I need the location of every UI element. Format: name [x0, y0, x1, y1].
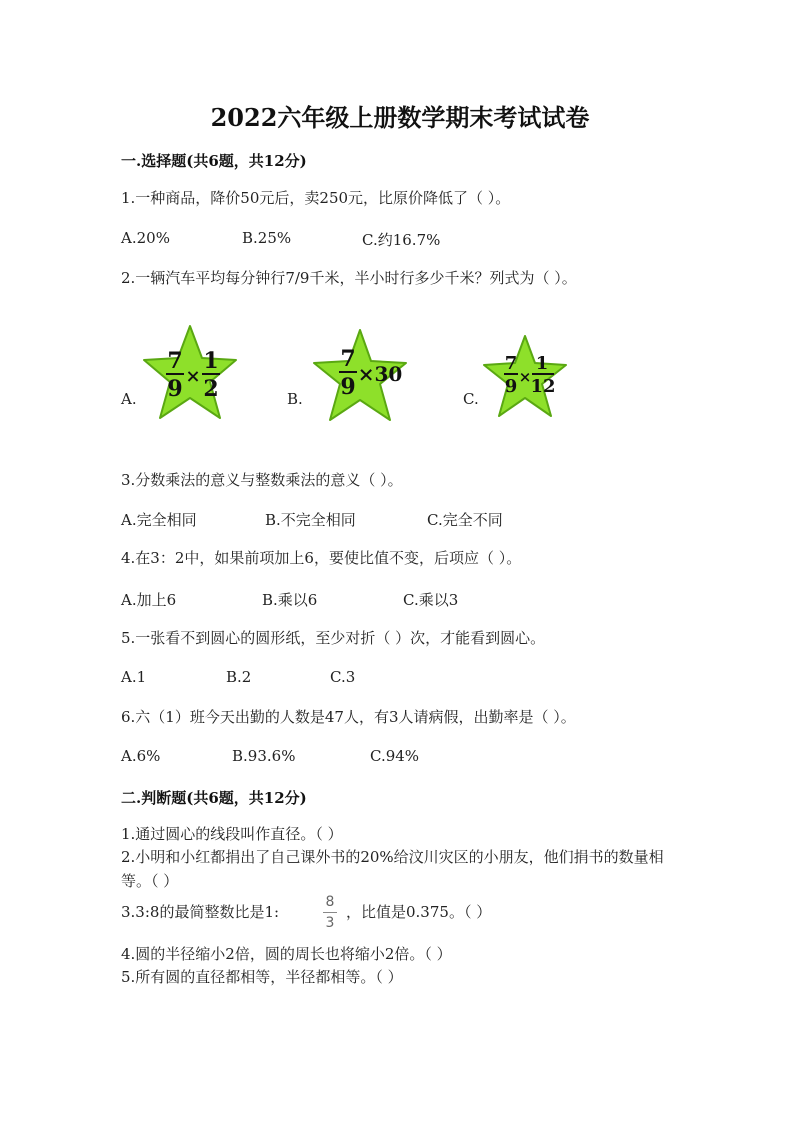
section-heading-judge: 二.判断题(共6题，共12分): [121, 789, 307, 807]
fraction-numerator: 8: [325, 894, 335, 910]
option-5b: B.2: [226, 668, 252, 686]
question-4: 4.在3：2中，如果前项加上6，要使比值不变，后项应（ ）。: [121, 549, 522, 567]
star-b-den: 9: [340, 374, 356, 400]
option-6b: B.93.6%: [232, 747, 296, 765]
star-c-op: ×: [518, 368, 532, 386]
option-3c: C.完全不同: [427, 511, 503, 529]
option-2a-star: [138, 322, 242, 426]
option-4a: A.加上6: [121, 591, 177, 609]
question-2: 2.一辆汽车平均每分钟行7/9千米，半小时行多少千米？列式为（ ）。: [121, 269, 577, 287]
judge-question-5: 5.所有圆的直径都相等，半径都相等。（ ）: [121, 968, 403, 986]
option-3a: A.完全相同: [121, 511, 197, 529]
question-6: 6.六（1）班今天出勤的人数是47人，有3人请病假，出勤率是（ ）。: [121, 708, 576, 726]
judge-question-2: 2.小明和小红都捐出了自己课外书的20%给汶川灾区的小朋友，他们捐书的数量相等。（ ）: [121, 848, 664, 890]
fraction-denominator: 3: [325, 915, 335, 931]
star-a-num2: 1: [203, 348, 219, 374]
option-1c: C.约16.7%: [362, 231, 441, 249]
fraction-bar: [323, 912, 337, 913]
option-5c: C.3: [330, 668, 356, 686]
star-b-num: 7: [340, 346, 356, 372]
star-c-num: 7: [504, 353, 518, 374]
option-2b-letter: B.: [287, 390, 303, 408]
option-1b: B.25%: [242, 229, 292, 247]
section-heading-choice: 一.选择题(共6题，共12分): [121, 152, 307, 170]
star-c-den2: 12: [530, 376, 556, 397]
option-5a: A.1: [121, 668, 147, 686]
option-2c-star: [480, 332, 570, 422]
question-5: 5.一张看不到圆心的圆形纸，至少对折（ ）次，才能看到圆心。: [121, 629, 546, 647]
option-3b: B.不完全相同: [265, 511, 356, 529]
option-2b-star: [310, 326, 410, 426]
question-3: 3.分数乘法的意义与整数乘法的意义（ ）。: [121, 471, 403, 489]
judge-q3-fraction: [323, 894, 337, 931]
page-title: 2022六年级上册数学期末考试试卷: [210, 103, 590, 132]
option-4c: C.乘以3: [403, 591, 459, 609]
star-a-num: 7: [167, 348, 183, 374]
star-b-op: ×30: [357, 362, 403, 386]
star-c-num2: 1: [535, 353, 549, 374]
star-a-op: ×: [185, 366, 201, 387]
star-a-den2: 2: [203, 376, 219, 402]
option-2a-letter: A.: [121, 390, 137, 408]
star-a-den: 9: [167, 376, 183, 402]
option-4b: B.乘以6: [262, 591, 318, 609]
question-1: 1.一种商品，降价50元后，卖250元，比原价降低了（ ）。: [121, 189, 511, 207]
option-2c-letter: C.: [463, 390, 479, 408]
option-6c: C.94%: [370, 747, 420, 765]
star-c-den: 9: [504, 376, 518, 397]
judge-q3-before: 3.3:8的最简整数比是1:: [121, 903, 280, 921]
option-1a: A.20%: [121, 229, 170, 247]
option-6a: A.6%: [121, 747, 161, 765]
judge-q3-after: ，比值是0.375。（ ）: [346, 903, 492, 921]
judge-question-1: 1.通过圆心的线段叫作直径。（ ）: [121, 825, 343, 843]
judge-question-4: 4.圆的半径缩小2倍，圆的周长也将缩小2倍。（ ）: [121, 945, 452, 963]
